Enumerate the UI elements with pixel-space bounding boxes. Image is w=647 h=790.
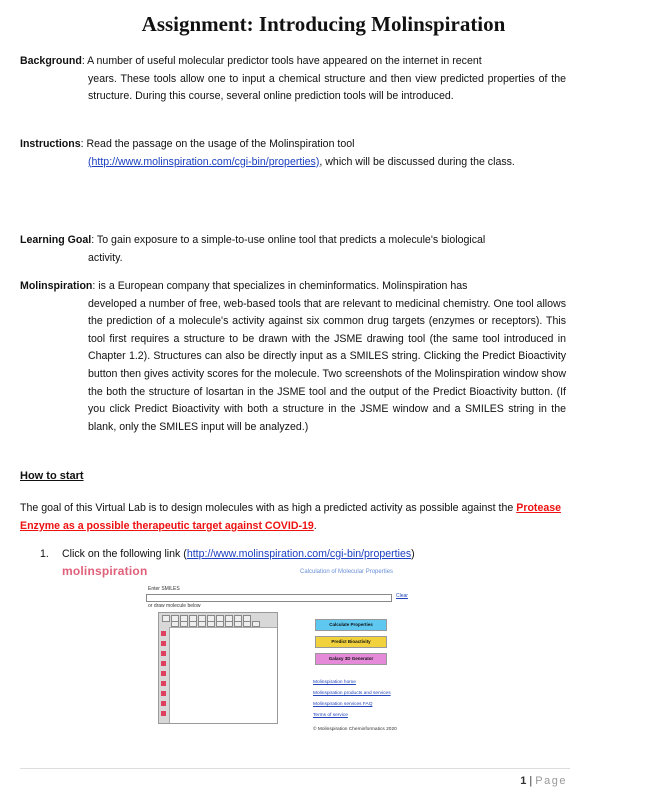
page-word: Page (535, 775, 567, 787)
link-terms[interactable]: Terms of service (313, 713, 348, 718)
calculate-properties-button[interactable]: Calculate Properties (315, 619, 387, 631)
page-number: 1 (520, 775, 527, 787)
jsme-atom-icon[interactable] (161, 681, 166, 686)
molinspiration-body: developed a number of free, web-based tools that are relevant to medicinal chemistry. One tool allows the prediction of a molecule's activity against six common drug targets (enzymes or receptors). This tool first requires a structure to be drawn with the JSME drawing tool (the same tool introduced in Chapter 1.2). Structures can also be directly input as a SMILES string. Clicking the Predict Bioactivity button then gives activity scores for the molecule. Two screenshots of the Molinspiration window show the both the structure of losartan in the JSME tool and the output of the Predict Bioactivity button. (If you click Predict Bioactivity with both a structure in the JSME window and a SMILES string in the blank, only the SMILES input will be analyzed.) (88, 297, 566, 433)
jsme-atom-icon[interactable] (161, 661, 166, 666)
copyright: © Molinspiration Cheminformatics 2020 (313, 727, 397, 732)
jsme-atom-icon[interactable] (161, 631, 166, 636)
background-paragraph (20, 53, 566, 106)
learning-goal-body: activity. (88, 251, 123, 264)
page-title: Assignment: Introducing Molinspiration (141, 12, 506, 36)
jsme-tool-icon[interactable] (180, 621, 188, 627)
learning-goal-paragraph (20, 232, 566, 267)
jsme-tool-icon[interactable] (243, 621, 251, 627)
jsme-tool-icon[interactable] (207, 621, 215, 627)
jsme-atom-icon[interactable] (161, 701, 166, 706)
learning-goal-first-line: : To gain exposure to a simple-to-use online tool that predicts a molecule's biological (91, 234, 486, 246)
page-separator: | (526, 775, 536, 787)
molinspiration-first-line: : is a European company that specializes in cheminformatics. Molinspiration has (92, 280, 468, 292)
goal-end: . (313, 519, 317, 532)
jsme-tool-icon[interactable] (225, 621, 233, 627)
background-body: years. These tools allow one to input a chemical structure and then view predicted properties of the structure. During this course, several online prediction tools will be introduced. (88, 72, 566, 103)
clear-button[interactable]: Clear (396, 593, 408, 599)
molinspiration-link[interactable]: (http://www.molinspiration.com/cgi-bin/properties) (88, 155, 320, 168)
jsme-tool-icon[interactable] (162, 615, 170, 622)
jsme-toolbar (159, 613, 277, 628)
jsme-tool-icon[interactable] (171, 621, 179, 627)
draw-label: or draw molecule below (148, 603, 201, 609)
jsme-atom-icon[interactable] (161, 651, 166, 656)
jsme-atom-icon[interactable] (161, 671, 166, 676)
footer-divider (20, 768, 570, 769)
instructions-after-link: , which will be discussed during the class. (319, 155, 515, 168)
molinspiration-paragraph (20, 278, 566, 436)
molinspiration-heading: Molinspiration (20, 280, 93, 292)
page-footer (520, 775, 567, 787)
galaxy-3d-button[interactable]: Galaxy 3D Generator (315, 653, 387, 665)
molinspiration-logo: molinspiration (62, 564, 148, 578)
how-to-start-heading: How to start (20, 470, 84, 482)
step-end: ) (411, 548, 415, 560)
step-number: 1. (40, 548, 49, 560)
calc-title: Calculation of Molecular Properties (300, 569, 394, 575)
learning-goal-heading: Learning Goal (20, 234, 92, 246)
jsme-tool-icon[interactable] (234, 621, 242, 627)
step-1 (40, 548, 415, 560)
step-text: Click on the following link ( (62, 548, 187, 560)
jsme-editor[interactable] (158, 612, 278, 724)
jsme-atom-icon[interactable] (161, 691, 166, 696)
goal-paragraph (20, 500, 568, 535)
molinspiration-screenshot (60, 564, 420, 740)
link-faq[interactable]: Molinspiration services FAQ (313, 702, 373, 707)
jsme-tool-icon[interactable] (216, 621, 224, 627)
goal-text: The goal of this Virtual Lab is to design molecules with as high a predicted activity as possible against the (20, 502, 514, 514)
instructions-heading: Instructions (20, 138, 81, 150)
step-link[interactable]: http://www.molinspiration.com/cgi-bin/properties (186, 548, 412, 560)
predict-bioactivity-button[interactable]: Predict Bioactivity (315, 636, 387, 648)
jsme-tool-icon[interactable] (198, 621, 206, 627)
jsme-atom-icon[interactable] (161, 711, 166, 716)
goal-target-highlight: Protease Enzyme as a possible therapeutic target against COVID-19 (20, 502, 562, 532)
jsme-tool-icon[interactable] (189, 621, 197, 627)
link-home[interactable]: Molinspiration home (313, 680, 356, 685)
instructions-first-line: : Read the passage on the usage of the Molinspiration tool (80, 138, 355, 150)
link-products[interactable]: Molinspiration products and services (313, 691, 391, 696)
smiles-input[interactable] (146, 594, 392, 602)
smiles-label: Enter SMILES (148, 586, 180, 592)
background-first-line: : A number of useful molecular predictor tools have appeared on the internet in recent (81, 55, 482, 67)
jsme-tool-icon[interactable] (252, 621, 260, 627)
background-heading: Background (20, 55, 82, 67)
jsme-atom-icon[interactable] (161, 641, 166, 646)
instructions-paragraph (20, 136, 566, 171)
jsme-atom-bar (159, 627, 170, 723)
